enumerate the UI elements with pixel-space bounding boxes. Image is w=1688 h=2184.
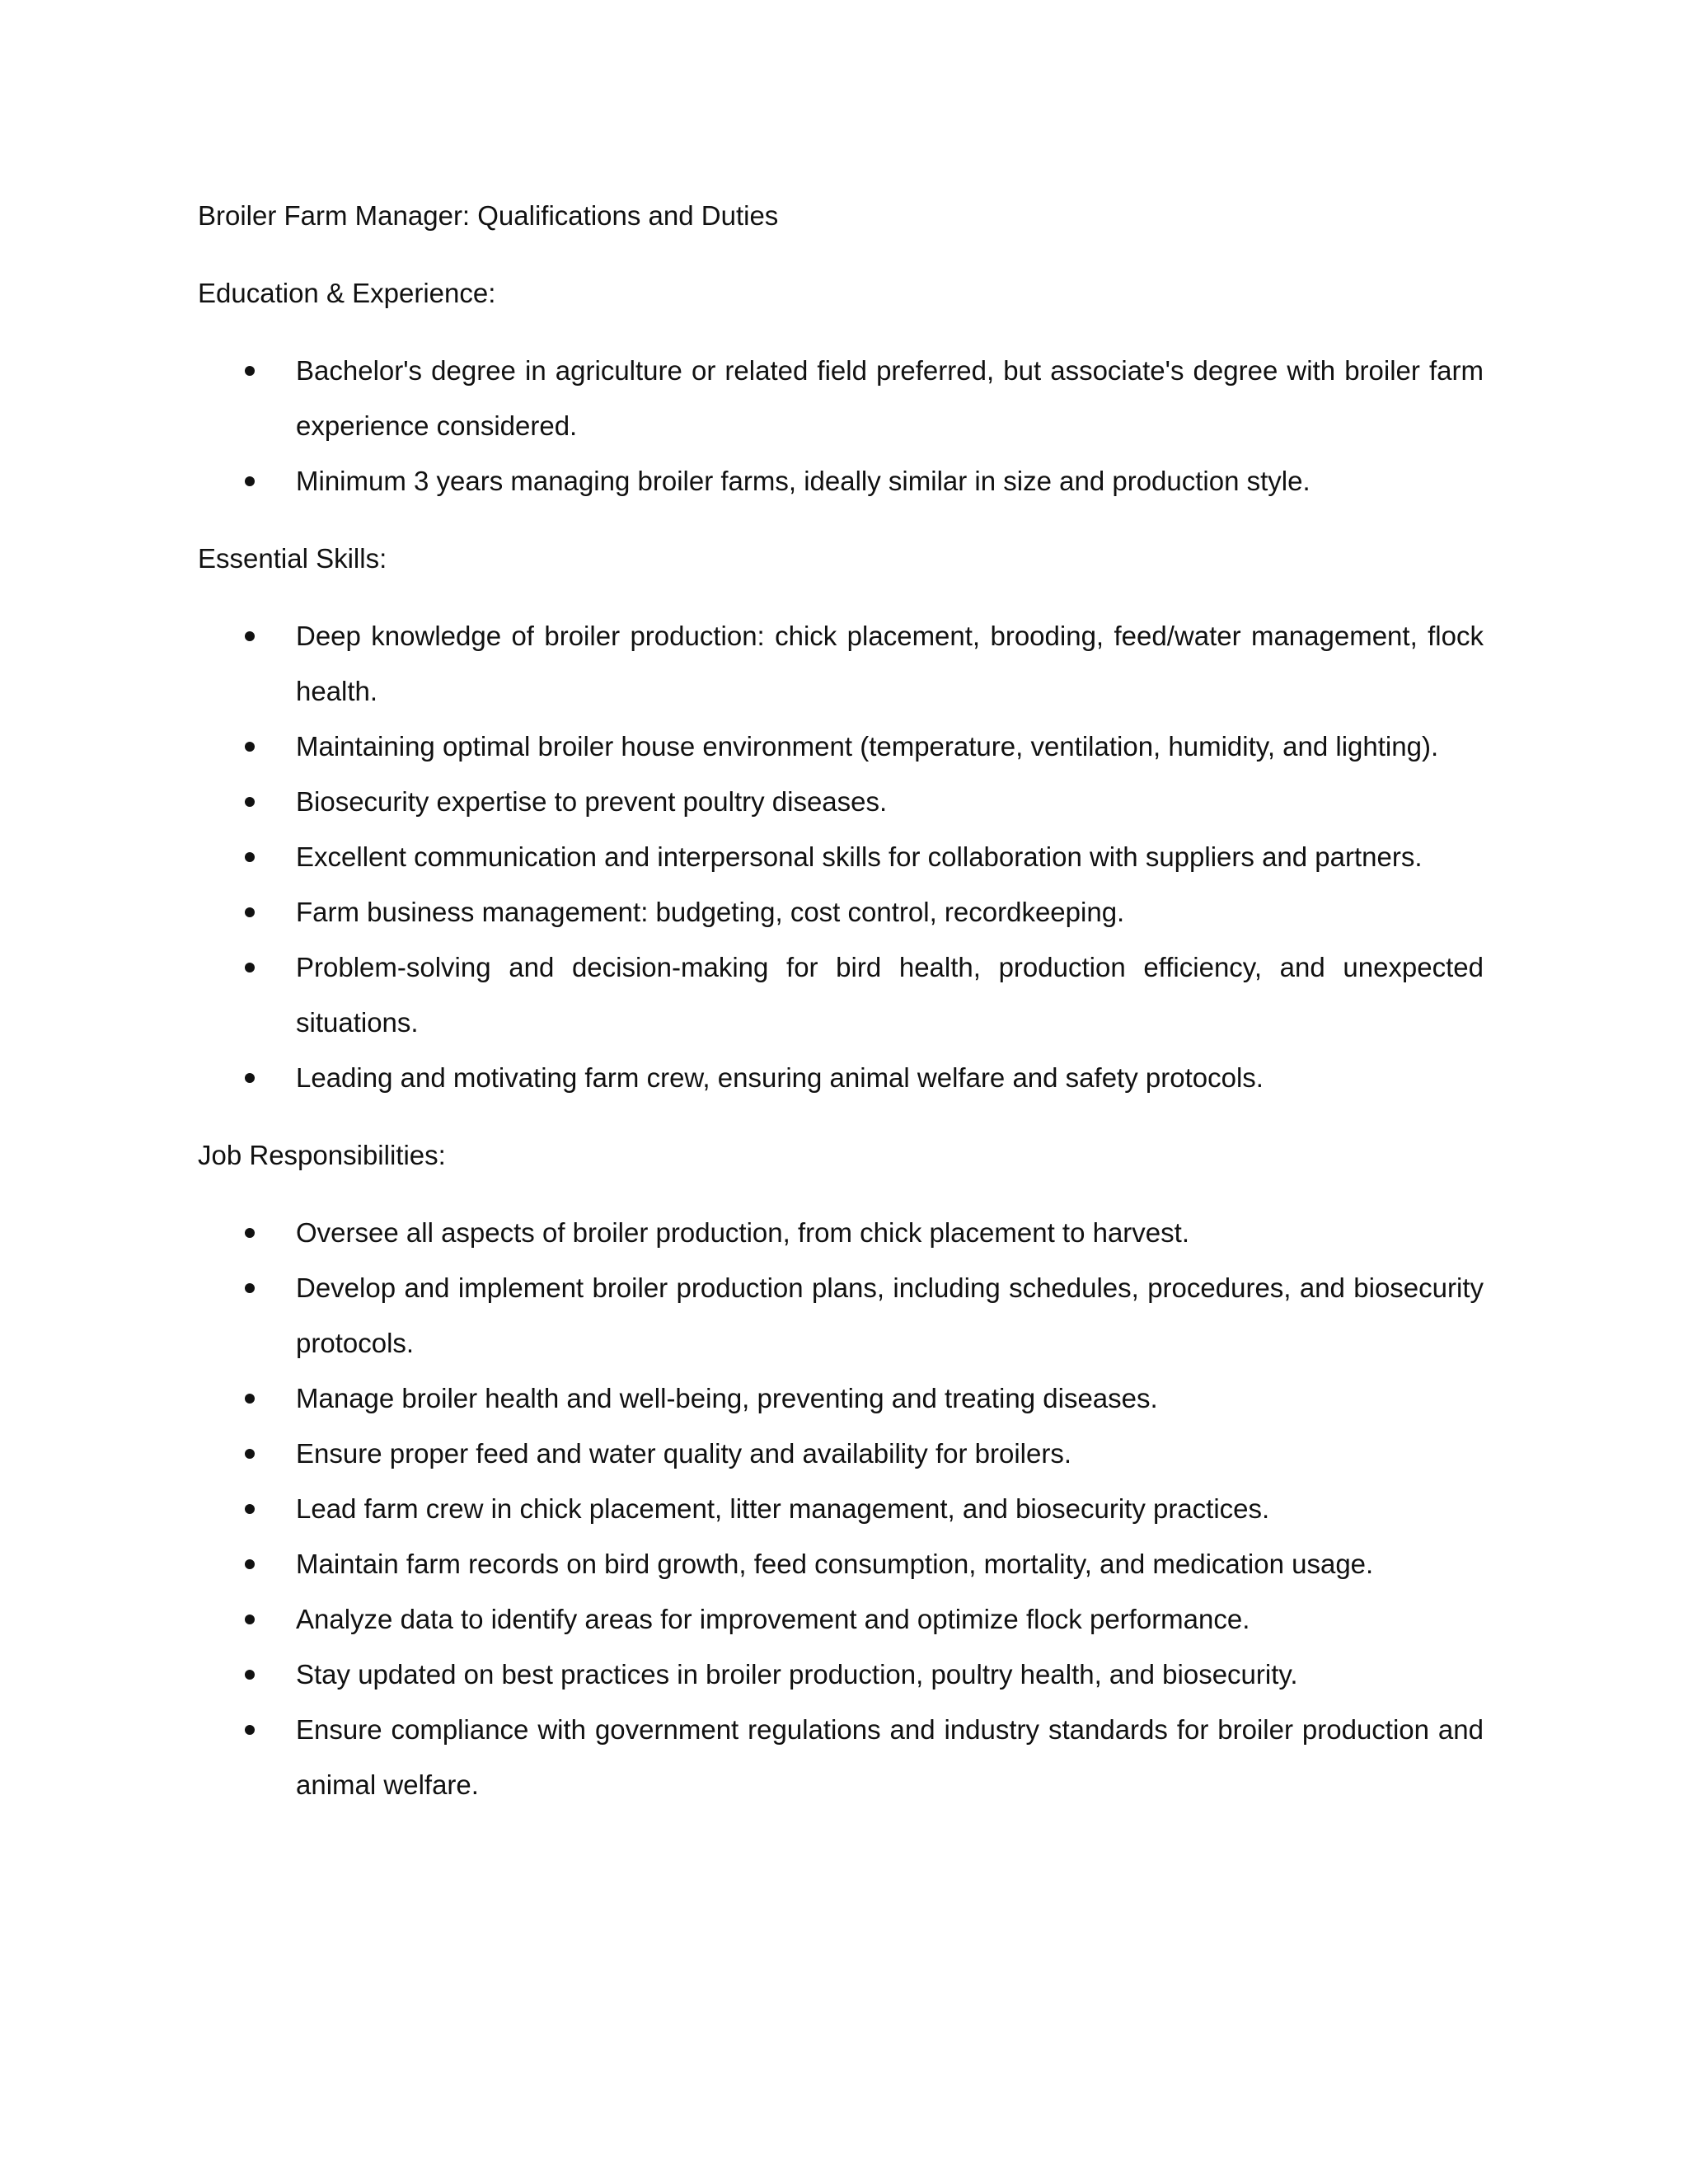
list-item-text: Stay updated on best practices in broiler production, poultry health, and biosecurity.: [296, 1659, 1298, 1690]
list-item: [198, 1371, 1484, 1426]
list-item: [198, 1260, 1484, 1371]
list-item-text: Manage broiler health and well-being, preventing and treating diseases.: [296, 1383, 1158, 1413]
bullet-icon: [245, 1394, 255, 1404]
bullet-icon: [245, 366, 255, 376]
list-item: [198, 884, 1484, 940]
bullet-icon: [245, 1449, 255, 1459]
list-item-text: Maintaining optimal broiler house environment (temperature, ventilation, humidity, and lighting).: [296, 731, 1439, 762]
list-item: [198, 1591, 1484, 1647]
bullet-icon: [245, 907, 255, 917]
bullet-icon: [245, 852, 255, 862]
list-item-text: Farm business management: budgeting, cost control, recordkeeping.: [296, 897, 1125, 927]
list-item: [198, 1205, 1484, 1260]
bullet-icon: [245, 1228, 255, 1238]
list-item-text: Develop and implement broiler production plans, including schedules, procedures, and biosecurity protocols.: [296, 1272, 1484, 1358]
list-item-text: Ensure compliance with government regulations and industry standards for broiler production and animal welfare.: [296, 1714, 1484, 1800]
bullet-icon: [245, 1725, 255, 1735]
bullet-icon: [245, 1073, 255, 1083]
list-item-text: Oversee all aspects of broiler production, from chick placement to harvest.: [296, 1217, 1189, 1248]
list-item: [198, 829, 1484, 884]
list-item-text: Leading and motivating farm crew, ensuring animal welfare and safety protocols.: [296, 1062, 1264, 1093]
section-heading-education: Education & Experience:: [198, 278, 496, 308]
document-title: Broiler Farm Manager: Qualifications and Duties: [198, 200, 779, 231]
responsibilities-list: [198, 1205, 1484, 1812]
bullet-icon: [245, 631, 255, 641]
bullet-icon: [245, 1504, 255, 1514]
bullet-icon: [245, 1615, 255, 1624]
list-item-text: Maintain farm records on bird growth, feed consumption, mortality, and medication usage.: [296, 1549, 1374, 1579]
skills-list: [198, 608, 1484, 1105]
bullet-icon: [245, 742, 255, 752]
bullet-icon: [245, 963, 255, 972]
bullet-icon: [245, 476, 255, 486]
list-item-text: Lead farm crew in chick placement, litter management, and biosecurity practices.: [296, 1493, 1270, 1524]
section-heading-responsibilities: Job Responsibilities:: [198, 1140, 446, 1170]
list-item-text: Biosecurity expertise to prevent poultry diseases.: [296, 786, 888, 817]
bullet-icon: [245, 1559, 255, 1569]
list-item: [198, 719, 1484, 774]
bullet-icon: [245, 1283, 255, 1293]
list-item: [198, 1702, 1484, 1812]
list-item: [198, 774, 1484, 829]
list-item: [198, 1536, 1484, 1591]
list-item-text: Bachelor's degree in agriculture or related field preferred, but associate's degree with broiler farm experience considered.: [296, 355, 1484, 441]
list-item-text: Problem-solving and decision-making for bird health, production efficiency, and unexpected situations.: [296, 952, 1484, 1038]
list-item: [198, 940, 1484, 1050]
bullet-icon: [245, 1670, 255, 1680]
list-item-text: Deep knowledge of broiler production: chick placement, brooding, feed/water management, flock health.: [296, 621, 1484, 706]
list-item: [198, 1481, 1484, 1536]
education-list: [198, 343, 1484, 509]
list-item: [198, 1647, 1484, 1702]
list-item-text: Minimum 3 years managing broiler farms, ideally similar in size and production style.: [296, 466, 1311, 496]
list-item: [198, 343, 1484, 453]
list-item: [198, 1426, 1484, 1481]
list-item: [198, 1050, 1484, 1105]
section-heading-skills: Essential Skills:: [198, 543, 387, 574]
list-item: [198, 608, 1484, 719]
list-item-text: Ensure proper feed and water quality and availability for broilers.: [296, 1438, 1072, 1469]
document-body: [198, 188, 1484, 1835]
bullet-icon: [245, 797, 255, 807]
list-item-text: Excellent communication and interpersonal skills for collaboration with suppliers and partners.: [296, 841, 1423, 872]
list-item-text: Analyze data to identify areas for improvement and optimize flock performance.: [296, 1604, 1250, 1634]
list-item: [198, 453, 1484, 509]
